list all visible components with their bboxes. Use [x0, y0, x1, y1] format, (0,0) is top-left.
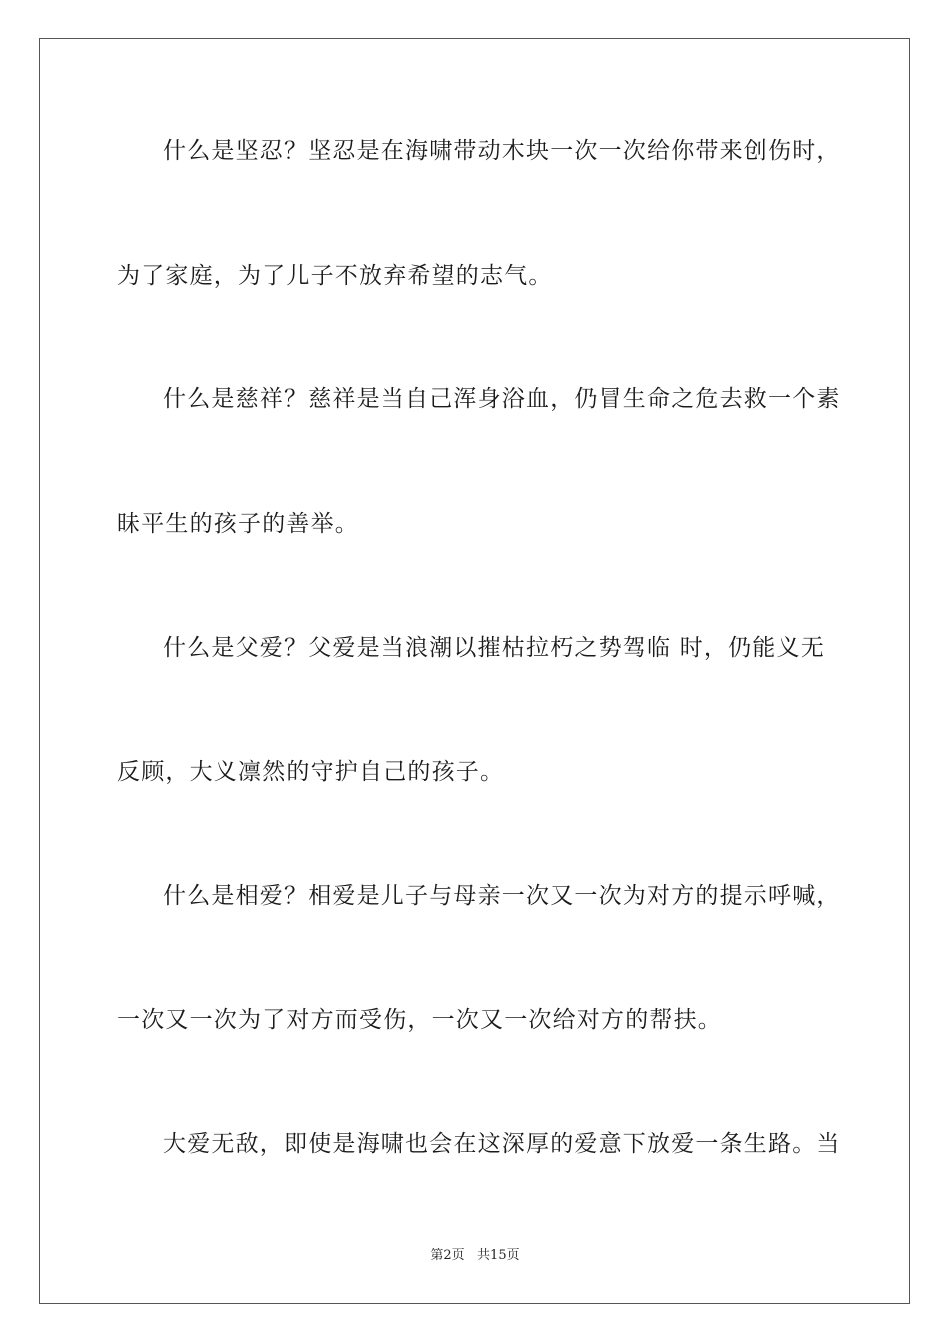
paragraph-line: 什么是父爱？父爱是当浪潮以摧枯拉朽之势驾临 时，仍能义无: [163, 635, 825, 661]
page-number-footer: 第2页 共15页: [430, 1248, 520, 1263]
page-frame: [39, 38, 910, 1304]
paragraph-line: 大爱无敌，即使是海啸也会在这深厚的爱意下放爱一条生路。当: [163, 1131, 841, 1157]
paragraph-line: 什么是坚忍？坚忍是在海啸带动木块一次一次给你带来创伤时，: [163, 138, 841, 164]
paragraph-line: 一次又一次为了对方而受伤，一次又一次给对方的帮扶。: [117, 1007, 722, 1033]
paragraph-line: 昧平生的孩子的善举。: [117, 511, 359, 537]
paragraph-line: 反顾，大义凛然的守护自己的孩子。: [117, 759, 505, 785]
paragraph-line: 什么是慈祥？慈祥是当自己浑身浴血，仍冒生命之危去救一个素: [163, 386, 841, 412]
paragraph-line: 为了家庭，为了儿子不放弃希望的志气。: [117, 263, 553, 289]
paragraph-line: 什么是相爱？相爱是儿子与母亲一次又一次为对方的提示呼喊，: [163, 883, 841, 909]
